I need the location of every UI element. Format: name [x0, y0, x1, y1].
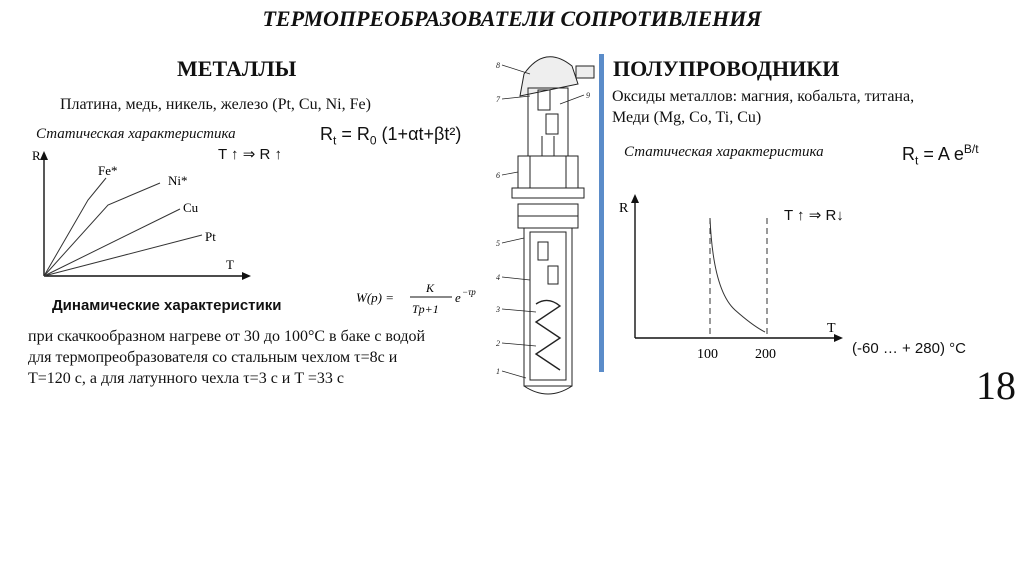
svg-text:−τp: −τp — [462, 287, 476, 297]
svg-text:8: 8 — [496, 61, 500, 70]
semiconductors-static-label: Статическая характеристика — [624, 144, 824, 160]
metals-heading: МЕТАЛЛЫ — [177, 56, 297, 81]
divider-bar — [599, 54, 604, 372]
semiconductors-range: (-60 … + 280) °С — [852, 340, 966, 357]
semiconductors-materials-line-2: Меди (Mg, Co, Ti, Cu) — [612, 109, 762, 126]
svg-text:1: 1 — [496, 367, 500, 376]
metals-chart-x-label: T — [226, 257, 234, 272]
curve-label-ni: Ni* — [168, 173, 188, 188]
semiconductors-formula: $R_t = A$ $e^{B/t}$ — [902, 142, 979, 168]
svg-text:9: 9 — [586, 91, 590, 100]
slide-title: ТЕРМОПРЕОБРАЗОВАТЕЛИ СОПРОТИВЛЕНИЯ — [262, 6, 762, 31]
semi-tick-200: 200 — [755, 347, 776, 362]
svg-text:4: 4 — [496, 273, 500, 282]
curve-label-cu: Cu — [183, 200, 199, 215]
metals-trend: T ↑ ⇒ R ↑ — [218, 146, 282, 163]
dynamic-text-line-3: T=120 с, а для латунного чехла τ=3 с и T =33 с — [28, 370, 344, 387]
svg-text:2: 2 — [496, 339, 500, 348]
metals-formula: $R_t = R_0$ (1+αt+βt²) — [320, 124, 462, 148]
dynamic-text-line-1: при скачкообразном нагреве от 30 до 100°С в баке с водой — [28, 328, 426, 345]
semi-tick-100: 100 — [697, 347, 718, 362]
curve-ni — [44, 183, 160, 276]
sensor-diagram — [490, 44, 600, 414]
svg-text:5: 5 — [496, 239, 500, 248]
metals-chart-y-label: R — [32, 148, 41, 163]
svg-text:6: 6 — [496, 171, 500, 180]
curve-pt — [44, 235, 202, 276]
svg-text:K: K — [426, 281, 435, 295]
curve-label-pt: Pt — [205, 229, 216, 244]
svg-text:e: e — [455, 290, 461, 305]
semiconductors-trend: T ↑ ⇒ R↓ — [784, 207, 844, 224]
svg-text:Tp+1: Tp+1 — [412, 302, 439, 316]
semiconductors-materials-line-1: Оксиды металлов: магния, кобальта, титана, — [612, 88, 915, 105]
metals-static-label: Статическая характеристика — [36, 126, 236, 142]
metals-materials: Платина, медь, никель, железо (Pt, Cu, Ni, Fe) — [60, 96, 371, 113]
curve-label-fe: Fe* — [98, 163, 118, 178]
semiconductors-materials — [612, 86, 914, 128]
semi-curve — [710, 218, 765, 332]
dynamic-text — [28, 326, 425, 389]
slide-number: 18 — [976, 363, 1016, 408]
semi-chart-y-label: R — [619, 201, 629, 216]
metals-chart — [30, 145, 270, 285]
semi-chart-x-label: T — [827, 321, 836, 336]
curve-cu — [44, 209, 180, 276]
svg-text:W(p) =: W(p) = — [356, 290, 395, 305]
dynamic-text-line-2: для термопреобразователя со стальным чехлом τ=8с и — [28, 349, 398, 366]
curve-fe — [44, 178, 106, 276]
svg-text:3: 3 — [496, 305, 500, 314]
semiconductors-heading: ПОЛУПРОВОДНИКИ — [613, 56, 840, 81]
dynamic-label: Динамические характеристики — [52, 297, 282, 314]
svg-text:7: 7 — [496, 95, 500, 104]
transfer-function — [356, 280, 496, 322]
